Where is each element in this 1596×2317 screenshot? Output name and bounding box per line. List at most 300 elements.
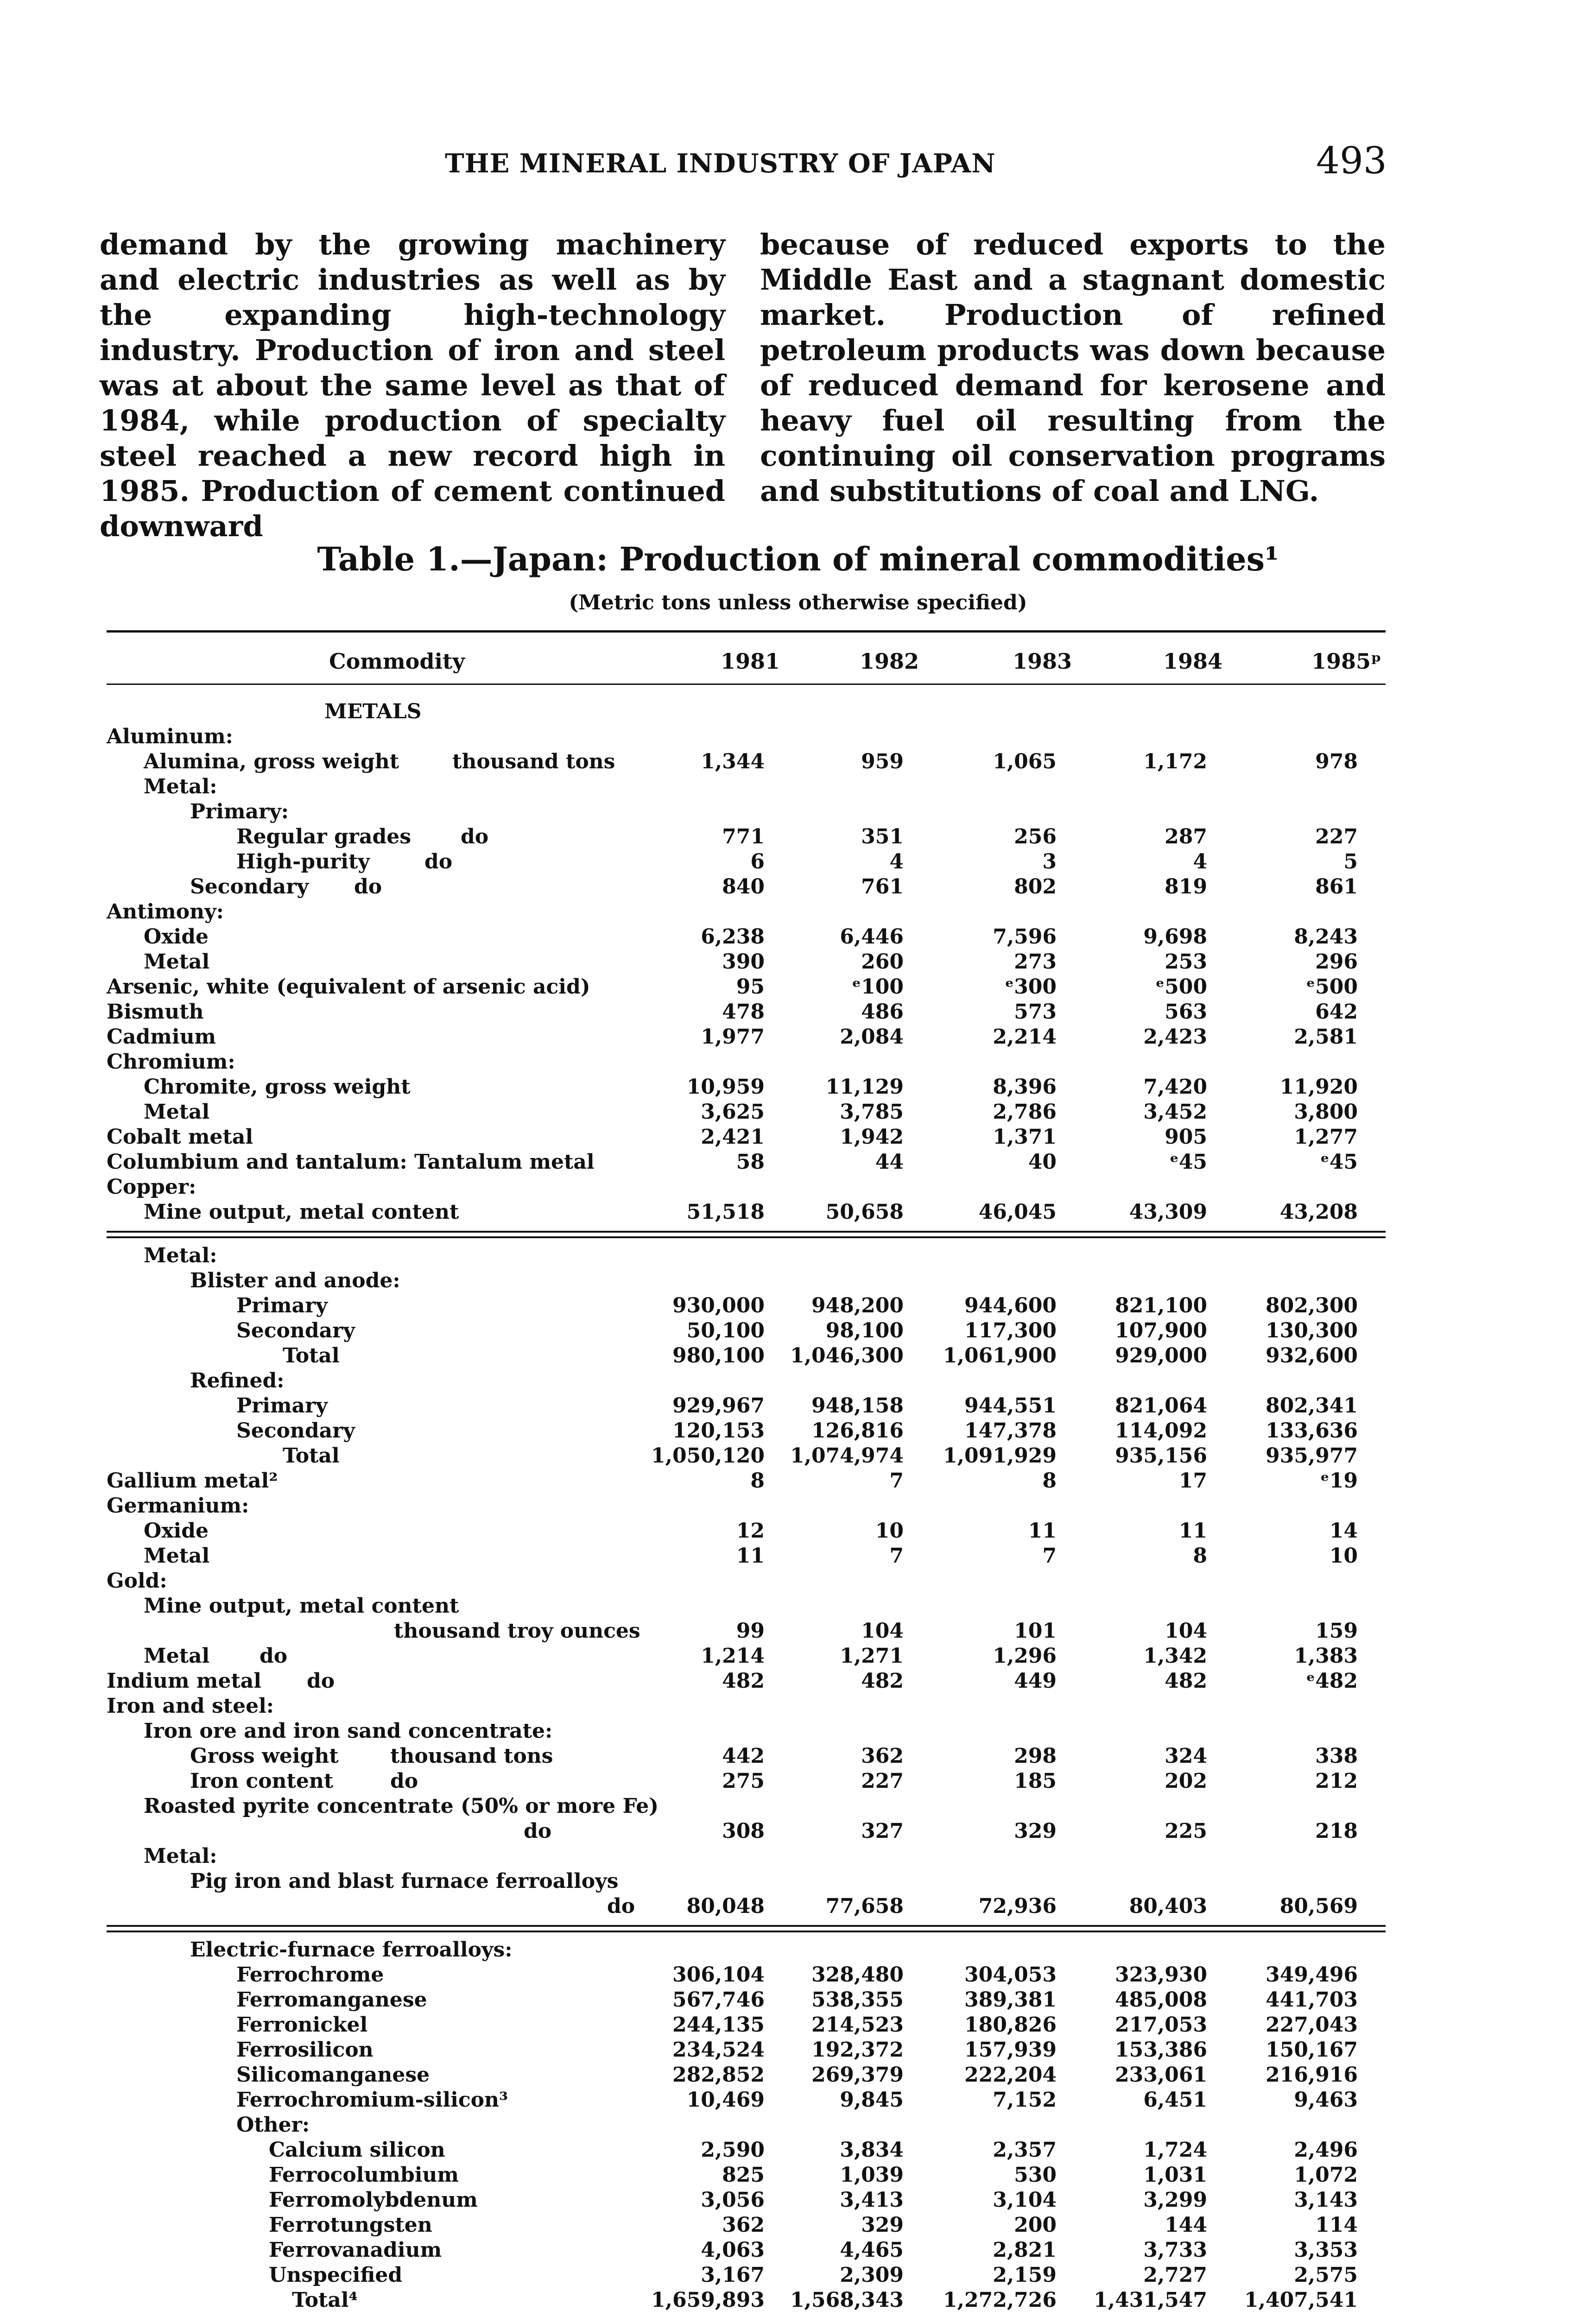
row-label: Primary: [236, 1294, 328, 1317]
cell-value: 200: [1014, 2213, 1057, 2237]
row-label: Germanium:: [107, 1494, 249, 1518]
running-header: [0, 139, 1596, 195]
table-row: [107, 1075, 1386, 1100]
row-label: Primary: [236, 1394, 328, 1418]
cell-value: 4,465: [840, 2238, 904, 2262]
row-label: Indium metal: [107, 1669, 262, 1693]
row-label: Metal:: [144, 1244, 217, 1267]
cell-value: 192,372: [811, 2038, 904, 2062]
table-row: [107, 1294, 1386, 1319]
row-label: Bismuth: [107, 1000, 204, 1024]
table-row: [107, 1619, 1386, 1644]
cell-value: 216,916: [1265, 2063, 1358, 2087]
cell-value: 761: [861, 875, 904, 899]
cell-value: 771: [722, 825, 765, 848]
cell-value: 269,379: [811, 2063, 904, 2087]
row-label: Ferrochrome: [236, 1963, 384, 1987]
cell-value: 10: [1329, 1544, 1358, 1568]
row-label: Calcium silicon: [269, 2138, 445, 2162]
row-label: Electric-furnace ferroalloys:: [190, 1938, 513, 1962]
cell-value: 260: [861, 950, 904, 974]
cell-value: 227: [861, 1769, 904, 1793]
cell-value: 233,061: [1115, 2063, 1207, 2087]
cell-value: 530: [1014, 2163, 1057, 2187]
cell-value: 50,658: [825, 1200, 904, 1224]
row-label: Metal: [144, 1644, 210, 1668]
row-unit: do: [424, 850, 453, 874]
cell-value: 7: [889, 1469, 904, 1493]
cell-value: 389,381: [964, 1988, 1057, 2012]
cell-value: 3,733: [1143, 2238, 1207, 2262]
table-row: [107, 2263, 1386, 2288]
cell-value: 2,159: [993, 2263, 1057, 2287]
cell-value: 1,431,547: [1094, 2288, 1207, 2312]
cell-value: 104: [1165, 1619, 1207, 1643]
cell-value: 1,371: [993, 1125, 1057, 1149]
row-label: Ferromolybdenum: [269, 2188, 478, 2212]
cell-value: 1,271: [840, 1644, 904, 1668]
cell-value: 14: [1329, 1519, 1358, 1543]
cell-value: 3,143: [1294, 2188, 1358, 2212]
row-label: Ferromanganese: [236, 1988, 427, 2012]
body-text-left-column: demand by the growing machinery and electric industries as well as by the expanding high-technology industry. Production of iron and steel was at about the same level as that of 1984, while production of specialty steel reached a new record high in 1985. Production of cement continued downward: [100, 228, 725, 543]
cell-value: 287: [1165, 825, 1207, 848]
cell-value: 234,524: [672, 2038, 765, 2062]
cell-value: 1,091,929: [943, 1444, 1057, 1468]
cell-value: 3,104: [993, 2188, 1057, 2212]
cell-value: 3,625: [701, 1100, 765, 1124]
table-row: [107, 1369, 1386, 1394]
table-section-rule: [107, 1225, 1386, 1244]
cell-value: ᵉ482: [1306, 1669, 1358, 1693]
cell-value: 9,463: [1294, 2088, 1358, 2112]
cell-value: 7: [889, 1544, 904, 1568]
table-row: [107, 2238, 1386, 2263]
table-row: [107, 2013, 1386, 2038]
cell-value: 1,272,726: [943, 2288, 1057, 2312]
table-body: [107, 700, 1386, 2313]
cell-value: 180,826: [964, 2013, 1057, 2037]
row-label: Total: [283, 1444, 340, 1468]
row-label: Arsenic, white (equivalent of arsenic acid): [107, 975, 590, 999]
table-row: [107, 2163, 1386, 2188]
cell-value: 328,480: [811, 1963, 904, 1987]
cell-value: ᵉ300: [1005, 975, 1057, 999]
cell-value: 153,386: [1115, 2038, 1207, 2062]
row-label: Metal:: [144, 775, 217, 798]
cell-value: 861: [1315, 875, 1358, 899]
column-header-1985: 1985ᵖ: [1311, 649, 1381, 674]
cell-value: 10,469: [686, 2088, 765, 2112]
cell-value: 1,072: [1294, 2163, 1358, 2187]
row-label: Blister and anode:: [190, 1269, 400, 1292]
table-row: [107, 1519, 1386, 1544]
table-row: [107, 2063, 1386, 2088]
table-row: [107, 1150, 1386, 1175]
row-label: Ferrochromium-silicon³: [236, 2088, 508, 2112]
cell-value: 1,977: [701, 1025, 765, 1049]
cell-value: 3,800: [1294, 1100, 1358, 1124]
cell-value: 1,039: [840, 2163, 904, 2187]
table-row: [107, 1269, 1386, 1294]
cell-value: 222,204: [964, 2063, 1057, 2087]
table-subtitle: (Metric tons unless otherwise specified): [569, 591, 1027, 614]
table-row: [107, 1319, 1386, 1344]
row-label: Cobalt metal: [107, 1125, 253, 1149]
cell-value: 3,056: [701, 2188, 765, 2212]
body-text-right-column: because of reduced exports to the Middle East and a stagnant domestic market. Production of refined petroleum products was down because of reduced demand for kerosene and heavy fuel oil resulting from the continuing oil conservation programs and substitutions of coal and LNG.: [760, 228, 1386, 508]
row-label: Regular grades: [236, 825, 412, 848]
cell-value: 327: [861, 1819, 904, 1843]
cell-value: 6,238: [701, 925, 765, 949]
cell-value: 244,135: [672, 2013, 765, 2037]
row-label: Mine output, metal content: [144, 1200, 459, 1224]
cell-value: ᵉ19: [1320, 1469, 1358, 1493]
cell-value: 935,977: [1265, 1444, 1358, 1468]
cell-value: 482: [722, 1669, 765, 1693]
cell-value: 642: [1315, 1000, 1358, 1024]
cell-value: 298: [1014, 1744, 1057, 1768]
cell-value: 1,407,541: [1244, 2288, 1358, 2312]
cell-value: 485,008: [1115, 1988, 1207, 2012]
row-label: Ferrotungsten: [269, 2213, 432, 2237]
cell-value: ᵉ500: [1155, 975, 1207, 999]
cell-value: 2,786: [993, 1100, 1057, 1124]
row-label: Antimony:: [107, 900, 224, 924]
cell-value: 12: [736, 1519, 765, 1543]
table-row: [107, 775, 1386, 800]
cell-value: ᵉ45: [1320, 1150, 1358, 1174]
table-row: [107, 1894, 1386, 1919]
cell-value: 101: [1014, 1619, 1057, 1643]
cell-value: 17: [1178, 1469, 1207, 1493]
cell-value: 1,172: [1143, 750, 1207, 773]
cell-value: 40: [1028, 1150, 1057, 1174]
row-label: Metal: [144, 950, 210, 974]
cell-value: 282,852: [672, 2063, 765, 2087]
cell-value: 296: [1315, 950, 1358, 974]
table-row: [107, 1100, 1386, 1125]
cell-value: 1,296: [993, 1644, 1057, 1668]
cell-value: 217,053: [1115, 2013, 1207, 2037]
cell-value: 3,785: [840, 1100, 904, 1124]
cell-value: 442: [722, 1744, 765, 1768]
table-row: [107, 1125, 1386, 1150]
cell-value: 212: [1315, 1769, 1358, 1793]
table-row: [107, 975, 1386, 1000]
cell-value: 929,967: [672, 1394, 765, 1418]
cell-value: 6,451: [1143, 2088, 1207, 2112]
row-unit: do: [461, 825, 489, 848]
table-row: [107, 1794, 1386, 1819]
table-row: [107, 2188, 1386, 2213]
cell-value: 821,100: [1115, 1294, 1207, 1317]
row-label: Chromite, gross weight: [144, 1075, 411, 1099]
cell-value: 114,092: [1115, 1419, 1207, 1443]
row-label: Silicomanganese: [236, 2063, 430, 2087]
cell-value: 5: [1343, 850, 1358, 874]
cell-value: 449: [1014, 1669, 1057, 1693]
table-row: [107, 825, 1386, 850]
row-label: Gold:: [107, 1569, 167, 1593]
cell-value: 4: [889, 850, 904, 874]
cell-value: 324: [1165, 1744, 1207, 1768]
table-row: [107, 1244, 1386, 1269]
cell-value: 11: [736, 1544, 765, 1568]
cell-value: 117,300: [964, 1319, 1057, 1342]
cell-value: 95: [736, 975, 765, 999]
cell-value: 46,045: [978, 1200, 1057, 1224]
cell-value: 1,061,900: [943, 1344, 1057, 1367]
cell-value: 8: [1193, 1544, 1207, 1568]
row-label: Refined:: [190, 1369, 285, 1393]
table-row: [107, 1594, 1386, 1619]
table-row: [107, 1050, 1386, 1075]
cell-value: 329: [861, 2213, 904, 2237]
cell-value: 802: [1014, 875, 1057, 899]
cell-value: 43,309: [1129, 1200, 1207, 1224]
row-label: Ferrosilicon: [236, 2038, 374, 2062]
row-label: Secondary: [236, 1319, 355, 1342]
cell-value: 478: [722, 1000, 765, 1024]
row-unit: do: [390, 1769, 418, 1793]
cell-value: 308: [722, 1819, 765, 1843]
table-row: [107, 1963, 1386, 1988]
cell-value: 2,084: [840, 1025, 904, 1049]
cell-value: 11,129: [825, 1075, 904, 1099]
cell-value: 2,590: [701, 2138, 765, 2162]
cell-value: 11,920: [1279, 1075, 1358, 1099]
row-label: Oxide: [144, 1519, 209, 1543]
row-unit: do: [354, 875, 382, 899]
cell-value: 7,152: [993, 2088, 1057, 2112]
cell-value: 930,000: [672, 1294, 765, 1317]
cell-value: 944,600: [964, 1294, 1057, 1317]
cell-value: 304,053: [964, 1963, 1057, 1987]
column-header-1984: 1984: [1163, 649, 1223, 674]
cell-value: 486: [861, 1000, 904, 1024]
row-unit: thousand tons: [452, 750, 615, 773]
cell-value: 306,104: [672, 1963, 765, 1987]
table-row: [107, 1694, 1386, 1719]
row-unit: do: [607, 1894, 635, 1918]
table-row: [107, 725, 1386, 750]
row-label: Alumina, gross weight: [144, 750, 399, 773]
table-row: [107, 2088, 1386, 2113]
cell-value: 4,063: [701, 2238, 765, 2262]
table-row: [107, 1444, 1386, 1469]
row-label: Gross weight: [190, 1744, 339, 1768]
cell-value: 80,569: [1279, 1894, 1358, 1918]
table-row: [107, 1544, 1386, 1569]
table-row: [107, 1669, 1386, 1694]
row-label: Total: [283, 1344, 340, 1367]
table-row: [107, 1000, 1386, 1025]
table-row: [107, 1988, 1386, 2013]
cell-value: 980,100: [672, 1344, 765, 1367]
cell-value: 840: [722, 875, 765, 899]
row-unit: do: [260, 1644, 288, 1668]
cell-value: 323,930: [1115, 1963, 1207, 1987]
row-label: Gallium metal²: [107, 1469, 278, 1493]
cell-value: 8,243: [1294, 925, 1358, 949]
table-row: [107, 1569, 1386, 1594]
cell-value: 563: [1165, 1000, 1207, 1024]
table-row: [107, 2113, 1386, 2138]
cell-value: 362: [861, 1744, 904, 1768]
cell-value: 944,551: [964, 1394, 1057, 1418]
row-label: Metal: [144, 1100, 210, 1124]
table-row: [107, 925, 1386, 950]
cell-value: 573: [1014, 1000, 1057, 1024]
cell-value: 2,309: [840, 2263, 904, 2287]
cell-value: 202: [1165, 1769, 1207, 1793]
cell-value: 3,353: [1294, 2238, 1358, 2262]
page-number: 493: [1316, 139, 1387, 182]
cell-value: 482: [1165, 1669, 1207, 1693]
table-row: [107, 1025, 1386, 1050]
cell-value: 821,064: [1115, 1394, 1207, 1418]
cell-value: 1,050,120: [651, 1444, 765, 1468]
table-row: [107, 1819, 1386, 1844]
cell-value: 150,167: [1265, 2038, 1358, 2062]
cell-value: 932,600: [1265, 1344, 1358, 1367]
cell-value: 80,048: [686, 1894, 765, 1918]
double-rule: [107, 1231, 1386, 1238]
cell-value: 2,727: [1143, 2263, 1207, 2287]
table-row: [107, 1644, 1386, 1669]
cell-value: 275: [722, 1769, 765, 1793]
cell-value: 329: [1014, 1819, 1057, 1843]
cell-value: 2,581: [1294, 1025, 1358, 1049]
cell-value: 218: [1315, 1819, 1358, 1843]
cell-value: 959: [861, 750, 904, 773]
table-row: [107, 1200, 1386, 1225]
cell-value: 2,575: [1294, 2263, 1358, 2287]
cell-value: 2,421: [701, 1125, 765, 1149]
row-label: Total⁴: [292, 2288, 358, 2312]
cell-value: 3,834: [840, 2138, 904, 2162]
cell-value: 11: [1028, 1519, 1057, 1543]
cell-value: 351: [861, 825, 904, 848]
cell-value: ᵉ100: [852, 975, 904, 999]
cell-value: 107,900: [1115, 1319, 1207, 1342]
cell-value: 99: [736, 1619, 765, 1643]
cell-value: 2,357: [993, 2138, 1057, 2162]
row-label: High-purity: [236, 850, 370, 874]
row-label: Oxide: [144, 925, 209, 949]
cell-value: 7: [1042, 1544, 1057, 1568]
cell-value: 905: [1165, 1125, 1207, 1149]
cell-value: 482: [861, 1669, 904, 1693]
cell-value: 9,845: [840, 2088, 904, 2112]
cell-value: 157,939: [964, 2038, 1057, 2062]
table-row: [107, 1869, 1386, 1894]
cell-value: 120,153: [672, 1419, 765, 1443]
cell-value: 3: [1042, 850, 1057, 874]
cell-value: 185: [1014, 1769, 1057, 1793]
row-label: Iron content: [190, 1769, 334, 1793]
cell-value: 43,208: [1279, 1200, 1358, 1224]
cell-value: 3,299: [1143, 2188, 1207, 2212]
cell-value: 44: [875, 1150, 904, 1174]
row-label: Unspecified: [269, 2263, 403, 2287]
cell-value: 2,821: [993, 2238, 1057, 2262]
row-label: Metal: [144, 1544, 210, 1568]
table-row: [107, 1394, 1386, 1419]
cell-value: 1,659,893: [651, 2288, 765, 2312]
row-label: Secondary: [236, 1419, 355, 1443]
cell-value: 8: [750, 1469, 765, 1493]
cell-value: 1,383: [1294, 1644, 1358, 1668]
cell-value: 1,065: [993, 750, 1057, 773]
cell-value: 1,724: [1143, 2138, 1207, 2162]
table-row: [107, 2038, 1386, 2063]
cell-value: 98,100: [825, 1319, 904, 1342]
row-unit: thousand tons: [390, 1744, 553, 1768]
cell-value: 80,403: [1129, 1894, 1207, 1918]
cell-value: 1,031: [1143, 2163, 1207, 2187]
table-row: [107, 1719, 1386, 1744]
table-row: [107, 1938, 1386, 1963]
cell-value: 50,100: [686, 1319, 765, 1342]
row-label: Roasted pyrite concentrate (50% or more Fe): [144, 1794, 659, 1818]
row-unit: do: [524, 1819, 552, 1843]
row-label: Mine output, metal content: [144, 1594, 459, 1618]
cell-value: 147,378: [964, 1419, 1057, 1443]
row-label: Chromium:: [107, 1050, 235, 1074]
cell-value: 7,596: [993, 925, 1057, 949]
row-label: Columbium and tantalum: Tantalum metal: [107, 1150, 595, 1174]
cell-value: ᵉ45: [1170, 1150, 1207, 1174]
running-title: THE MINERAL INDUSTRY OF JAPAN: [445, 148, 996, 179]
cell-value: 214,523: [811, 2013, 904, 2037]
cell-value: 819: [1165, 875, 1207, 899]
cell-value: 6: [750, 850, 765, 874]
cell-value: 4: [1193, 850, 1207, 874]
cell-value: 1,074,974: [790, 1444, 904, 1468]
column-header-1983: 1983: [1013, 649, 1072, 674]
cell-value: 11: [1178, 1519, 1207, 1543]
cell-value: 130,300: [1265, 1319, 1358, 1342]
row-label: Cadmium: [107, 1025, 216, 1049]
cell-value: 225: [1165, 1819, 1207, 1843]
table-row: [107, 1494, 1386, 1519]
cell-value: 1,568,343: [790, 2288, 904, 2312]
row-label: Secondary: [190, 875, 309, 899]
cell-value: 441,703: [1265, 1988, 1358, 2012]
cell-value: 948,200: [811, 1294, 904, 1317]
cell-value: 144: [1165, 2213, 1207, 2237]
row-label: Metal:: [144, 1844, 217, 1868]
column-header-commodity: Commodity: [329, 649, 465, 674]
cell-value: 3,413: [840, 2188, 904, 2212]
cell-value: 929,000: [1115, 1344, 1207, 1367]
table-top-rule: [107, 630, 1386, 633]
cell-value: 802,341: [1265, 1394, 1358, 1418]
table-row: [107, 1419, 1386, 1444]
cell-value: 2,214: [993, 1025, 1057, 1049]
table-row: [107, 2213, 1386, 2238]
table-row: [107, 2288, 1386, 2313]
table-header-rule: [107, 684, 1386, 685]
table-row: [107, 750, 1386, 775]
table-row: [107, 950, 1386, 975]
cell-value: 1,344: [701, 750, 765, 773]
cell-value: 6,446: [840, 925, 904, 949]
cell-value: 390: [722, 950, 765, 974]
cell-value: 9,698: [1143, 925, 1207, 949]
